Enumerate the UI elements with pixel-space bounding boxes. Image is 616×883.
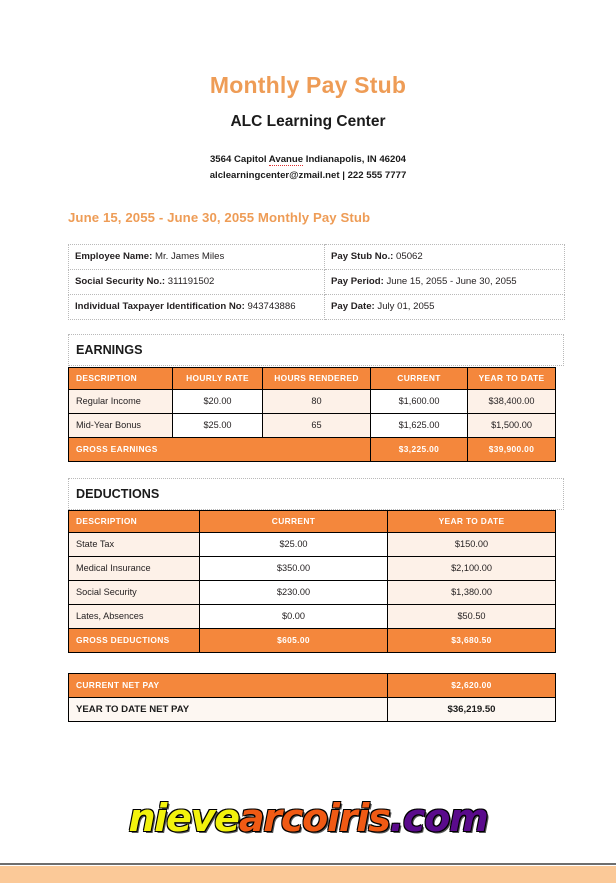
pay-period-heading: June 15, 2055 - June 30, 2055 Monthly Pay Stub <box>68 210 371 225</box>
current-net-pay-value: $2,620.00 <box>388 674 556 698</box>
deductions-section-header: DEDUCTIONS <box>68 478 564 510</box>
deductions-row-year-to-date: $1,380.00 <box>388 581 556 605</box>
deductions-col-year-to-date: YEAR TO DATE <box>388 511 556 533</box>
earnings-section-header: EARNINGS <box>68 334 564 366</box>
deductions-row-current: $25.00 <box>200 533 388 557</box>
page-title: Monthly Pay Stub <box>209 72 407 98</box>
earnings-row-description: Mid-Year Bonus <box>69 414 173 438</box>
earnings-row-description: Regular Income <box>69 390 173 414</box>
social-security-no-label: Social Security No.: <box>75 276 166 288</box>
pay-stub-no-value: 05062 <box>393 251 423 263</box>
earnings-col-hours-rendered: HOURS RENDERED <box>263 368 371 390</box>
deductions-row-current: $230.00 <box>200 581 388 605</box>
table-row <box>69 295 565 320</box>
gross-earnings-row <box>69 438 556 462</box>
table-row <box>69 245 565 270</box>
deductions-row-description: Social Security <box>69 581 200 605</box>
watermark-logo <box>0 796 616 840</box>
pay-date-value: July 01, 2055 <box>374 301 435 313</box>
deductions-table <box>68 510 556 653</box>
earnings-row-current: $1,625.00 <box>371 414 468 438</box>
deductions-row-year-to-date: $150.00 <box>388 533 556 557</box>
pay-stub-no-cell <box>325 245 565 270</box>
earnings-col-year-to-date: YEAR TO DATE <box>468 368 556 390</box>
year-to-date-net-pay-label: YEAR TO DATE NET PAY <box>69 698 388 722</box>
deductions-row-current: $350.00 <box>200 557 388 581</box>
social-security-no-cell <box>69 270 325 295</box>
itin-value: 943743886 <box>244 301 296 313</box>
organization-contact-block <box>0 130 616 183</box>
year-to-date-net-pay-row <box>69 698 556 722</box>
employee-name-value: Mr. James Miles <box>152 251 225 263</box>
table-row <box>69 557 556 581</box>
net-pay-table <box>68 673 556 722</box>
earnings-col-hourly-rate: HOURLY RATE <box>173 368 263 390</box>
employee-info-table <box>68 244 565 320</box>
current-net-pay-row <box>69 674 556 698</box>
itin-cell <box>69 295 325 320</box>
employee-name-label: Employee Name: <box>75 251 153 263</box>
table-row <box>69 270 565 295</box>
footer-divider-rule <box>0 863 616 865</box>
table-row <box>69 390 556 414</box>
address-misspelled-word: Avanue <box>268 154 304 166</box>
table-row <box>69 533 556 557</box>
earnings-col-description: DESCRIPTION <box>69 368 173 390</box>
watermark-part-arcoiris: arcoiris <box>238 796 390 840</box>
year-to-date-net-pay-value: $36,219.50 <box>388 698 556 722</box>
earnings-row-year-to-date: $1,500.00 <box>468 414 556 438</box>
pay-date-label: Pay Date: <box>331 301 375 313</box>
address-prefix: 3564 Capitol <box>209 154 269 166</box>
gross-deductions-label: GROSS DEDUCTIONS <box>69 629 200 653</box>
employee-name-cell <box>69 245 325 270</box>
watermark-part-nieve: nieve <box>128 796 239 840</box>
deductions-row-description: Lates, Absences <box>69 605 200 629</box>
pay-period-label: Pay Period: <box>331 276 384 288</box>
earnings-row-hourly-rate: $20.00 <box>173 390 263 414</box>
earnings-row-hourly-rate: $25.00 <box>173 414 263 438</box>
pay-period-cell <box>325 270 565 295</box>
footer-color-band <box>0 866 616 883</box>
social-security-no-value: 311191502 <box>165 276 215 288</box>
earnings-row-hours-rendered: 65 <box>263 414 371 438</box>
gross-earnings-year-to-date: $39,900.00 <box>468 438 556 462</box>
organization-name: ALC Learning Center <box>230 113 386 131</box>
deductions-row-year-to-date: $2,100.00 <box>388 557 556 581</box>
gross-earnings-label: GROSS EARNINGS <box>69 438 371 462</box>
earnings-table <box>68 367 556 462</box>
watermark-part-com: .com <box>389 796 488 840</box>
table-header-row <box>69 511 556 533</box>
gross-deductions-current: $605.00 <box>200 629 388 653</box>
gross-deductions-row <box>69 629 556 653</box>
pay-date-cell <box>325 295 565 320</box>
earnings-row-current: $1,600.00 <box>371 390 468 414</box>
table-header-row <box>69 368 556 390</box>
table-row <box>69 581 556 605</box>
gross-earnings-current: $3,225.00 <box>371 438 468 462</box>
deductions-col-description: DESCRIPTION <box>69 511 200 533</box>
earnings-row-year-to-date: $38,400.00 <box>468 390 556 414</box>
deductions-row-description: Medical Insurance <box>69 557 200 581</box>
gross-deductions-year-to-date: $3,680.50 <box>388 629 556 653</box>
itin-label: Individual Taxpayer Identification No: <box>75 301 245 313</box>
address-suffix: Indianapolis, IN 46204 <box>303 154 407 166</box>
deductions-row-current: $0.00 <box>200 605 388 629</box>
deductions-row-year-to-date: $50.50 <box>388 605 556 629</box>
deductions-row-description: State Tax <box>69 533 200 557</box>
organization-email-phone: alclearningcenter@zmail.net | 222 555 7777 <box>209 169 407 181</box>
table-row <box>69 414 556 438</box>
table-row <box>69 605 556 629</box>
earnings-row-hours-rendered: 80 <box>263 390 371 414</box>
organization-address <box>0 152 616 167</box>
current-net-pay-label: CURRENT NET PAY <box>69 674 388 698</box>
deductions-col-current: CURRENT <box>200 511 388 533</box>
pay-stub-no-label: Pay Stub No.: <box>331 251 394 263</box>
earnings-col-current: CURRENT <box>371 368 468 390</box>
pay-period-value: June 15, 2055 - June 30, 2055 <box>383 276 517 288</box>
